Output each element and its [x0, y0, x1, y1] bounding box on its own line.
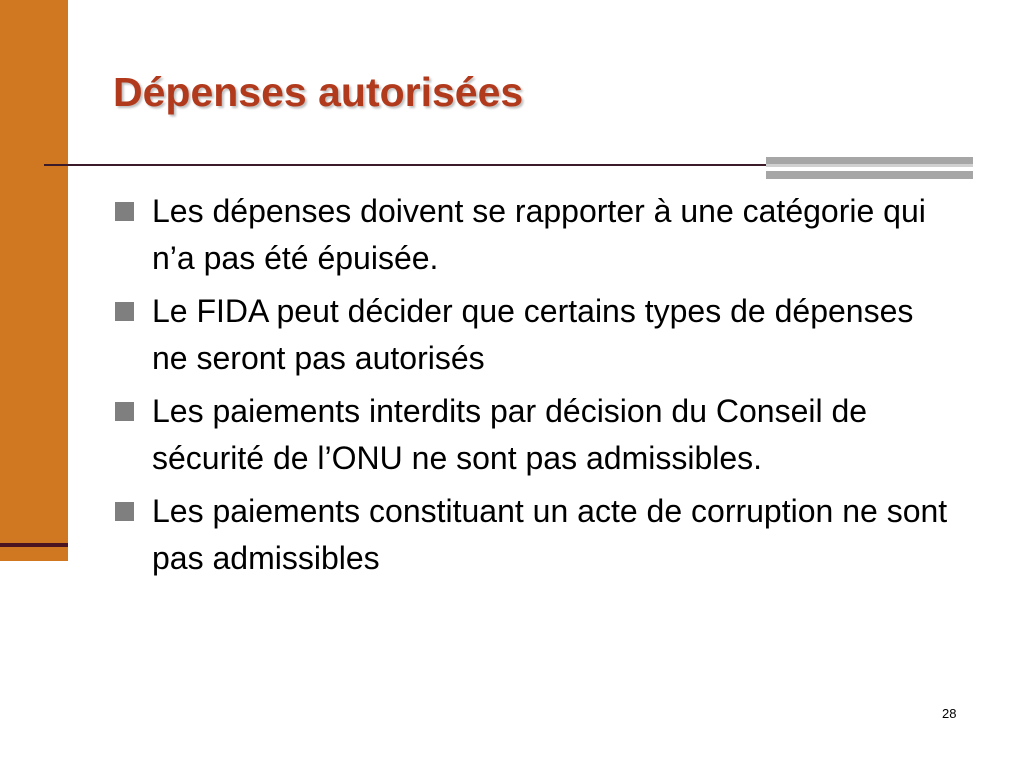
bullet-text: Le FIDA peut décider que certains types de dépenses ne seront pas autorisés	[152, 293, 914, 376]
bullet-item	[112, 488, 952, 582]
gray-bar-middle	[766, 164, 973, 167]
page-number: 28	[942, 706, 957, 721]
bullet-item	[112, 288, 952, 382]
slide-title: Dépenses autorisées	[113, 69, 524, 115]
gray-bar-top	[766, 157, 973, 164]
title-divider	[44, 164, 770, 166]
left-accent-bar	[0, 0, 68, 561]
decorative-gray-bars	[766, 157, 973, 179]
bullet-list	[112, 188, 952, 588]
bullet-item	[112, 188, 952, 282]
bullet-text: Les paiements interdits par décision du Conseil de sécurité de l’ONU ne sont pas admissibles.	[152, 393, 868, 476]
bullet-text: Les dépenses doivent se rapporter à une catégorie qui n’a pas été épuisée.	[152, 193, 926, 276]
left-accent-underline	[0, 543, 68, 547]
square-bullet-icon	[115, 202, 134, 221]
square-bullet-icon	[115, 402, 134, 421]
gray-bar-bottom	[766, 171, 973, 179]
square-bullet-icon	[115, 302, 134, 321]
square-bullet-icon	[115, 502, 134, 521]
bullet-item	[112, 388, 952, 482]
bullet-text: Les paiements constituant un acte de corruption ne sont pas admissibles	[152, 493, 948, 576]
